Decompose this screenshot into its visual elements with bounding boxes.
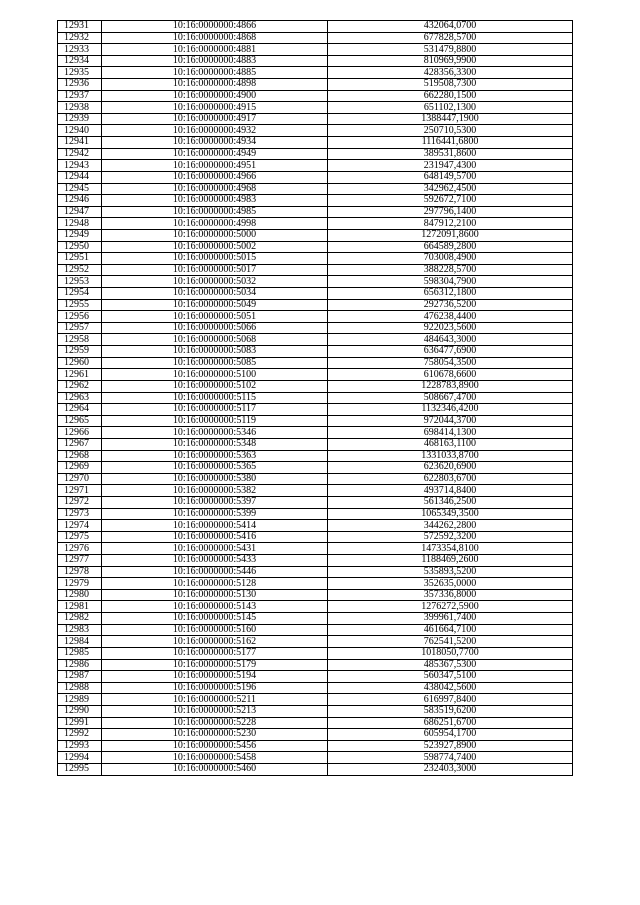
cadastral-number-cell: 10:16:0000000:5130: [102, 589, 328, 601]
table-row: [58, 148, 573, 160]
row-number-cell: 12973: [58, 508, 102, 520]
table-row: [58, 613, 573, 625]
table-row: [58, 218, 573, 230]
value-cell: 297796,1400: [328, 206, 573, 218]
row-number-cell: 12934: [58, 55, 102, 67]
table-row: [58, 392, 573, 404]
value-cell: 1018050,7700: [328, 647, 573, 659]
cadastral-number-cell: 10:16:0000000:5117: [102, 404, 328, 416]
cadastral-number-cell: 10:16:0000000:5363: [102, 450, 328, 462]
cadastral-number-cell: 10:16:0000000:5211: [102, 694, 328, 706]
value-cell: 508667,4700: [328, 392, 573, 404]
row-number-cell: 12976: [58, 543, 102, 555]
row-number-cell: 12936: [58, 79, 102, 91]
row-number-cell: 12971: [58, 485, 102, 497]
value-cell: 686251,6700: [328, 717, 573, 729]
value-cell: 847912,2100: [328, 218, 573, 230]
value-cell: 399961,7400: [328, 613, 573, 625]
row-number-cell: 12953: [58, 276, 102, 288]
table-row: [58, 427, 573, 439]
cadastral-number-cell: 10:16:0000000:4951: [102, 160, 328, 172]
value-cell: 1473354,8100: [328, 543, 573, 555]
table-row: [58, 346, 573, 358]
row-number-cell: 12979: [58, 578, 102, 590]
cadastral-number-cell: 10:16:0000000:5397: [102, 496, 328, 508]
value-cell: 598304,7900: [328, 276, 573, 288]
value-cell: 352635,0000: [328, 578, 573, 590]
table-row: [58, 508, 573, 520]
row-number-cell: 12951: [58, 253, 102, 265]
row-number-cell: 12978: [58, 566, 102, 578]
table-row: [58, 288, 573, 300]
row-number-cell: 12958: [58, 334, 102, 346]
table-row: [58, 357, 573, 369]
table-row: [58, 195, 573, 207]
cadastral-number-cell: 10:16:0000000:5051: [102, 311, 328, 323]
value-cell: 438042,5600: [328, 682, 573, 694]
table-row: [58, 705, 573, 717]
value-cell: 1116441,6800: [328, 137, 573, 149]
row-number-cell: 12967: [58, 438, 102, 450]
value-cell: 250710,5300: [328, 125, 573, 137]
table-row: [58, 171, 573, 183]
value-cell: 468163,1100: [328, 438, 573, 450]
row-number-cell: 12955: [58, 299, 102, 311]
cadastral-number-cell: 10:16:0000000:5414: [102, 520, 328, 532]
row-number-cell: 12939: [58, 113, 102, 125]
table-row: [58, 473, 573, 485]
table-row: [58, 90, 573, 102]
row-number-cell: 12944: [58, 171, 102, 183]
table-row: [58, 578, 573, 590]
table-row: [58, 67, 573, 79]
cadastral-number-cell: 10:16:0000000:4866: [102, 21, 328, 33]
row-number-cell: 12945: [58, 183, 102, 195]
value-cell: 636477,6900: [328, 346, 573, 358]
cadastral-number-cell: 10:16:0000000:5143: [102, 601, 328, 613]
cadastral-number-cell: 10:16:0000000:5433: [102, 555, 328, 567]
value-cell: 1276272,5900: [328, 601, 573, 613]
table-body: [58, 21, 573, 776]
row-number-cell: 12938: [58, 102, 102, 114]
value-cell: 432064,0700: [328, 21, 573, 33]
cadastral-number-cell: 10:16:0000000:5230: [102, 729, 328, 741]
table-row: [58, 462, 573, 474]
cadastral-number-cell: 10:16:0000000:5068: [102, 334, 328, 346]
cadastral-number-cell: 10:16:0000000:5446: [102, 566, 328, 578]
row-number-cell: 12990: [58, 705, 102, 717]
value-cell: 484643,3000: [328, 334, 573, 346]
cadastral-number-cell: 10:16:0000000:5431: [102, 543, 328, 555]
value-cell: 357336,8000: [328, 589, 573, 601]
row-number-cell: 12966: [58, 427, 102, 439]
row-number-cell: 12992: [58, 729, 102, 741]
cadastral-number-cell: 10:16:0000000:4985: [102, 206, 328, 218]
table-row: [58, 229, 573, 241]
value-cell: 1272091,8600: [328, 229, 573, 241]
cadastral-number-cell: 10:16:0000000:4898: [102, 79, 328, 91]
value-cell: 232403,3000: [328, 764, 573, 776]
cadastral-number-cell: 10:16:0000000:5145: [102, 613, 328, 625]
table-row: [58, 740, 573, 752]
cadastral-number-cell: 10:16:0000000:5460: [102, 764, 328, 776]
value-cell: 535893,5200: [328, 566, 573, 578]
value-cell: 810969,9900: [328, 55, 573, 67]
table-row: [58, 160, 573, 172]
cadastral-number-cell: 10:16:0000000:5002: [102, 241, 328, 253]
value-cell: 1188469,2600: [328, 555, 573, 567]
value-cell: 677828,5700: [328, 32, 573, 44]
table-row: [58, 276, 573, 288]
row-number-cell: 12972: [58, 496, 102, 508]
table-row: [58, 55, 573, 67]
table-row: [58, 322, 573, 334]
value-cell: 703008,4900: [328, 253, 573, 265]
row-number-cell: 12956: [58, 311, 102, 323]
cadastral-number-cell: 10:16:0000000:4885: [102, 67, 328, 79]
table-row: [58, 183, 573, 195]
table-row: [58, 125, 573, 137]
cadastral-number-cell: 10:16:0000000:5102: [102, 380, 328, 392]
cadastral-number-cell: 10:16:0000000:4983: [102, 195, 328, 207]
cadastral-number-cell: 10:16:0000000:5456: [102, 740, 328, 752]
row-number-cell: 12981: [58, 601, 102, 613]
row-number-cell: 12970: [58, 473, 102, 485]
row-number-cell: 12969: [58, 462, 102, 474]
value-cell: 389531,8600: [328, 148, 573, 160]
value-cell: 523927,8900: [328, 740, 573, 752]
cadastral-number-cell: 10:16:0000000:5399: [102, 508, 328, 520]
cadastral-number-cell: 10:16:0000000:4915: [102, 102, 328, 114]
table-row: [58, 253, 573, 265]
value-cell: 493714,8400: [328, 485, 573, 497]
cadastral-number-cell: 10:16:0000000:5365: [102, 462, 328, 474]
table-row: [58, 752, 573, 764]
table-row: [58, 450, 573, 462]
value-cell: 560347,5100: [328, 671, 573, 683]
cadastral-number-cell: 10:16:0000000:5000: [102, 229, 328, 241]
value-cell: 592672,7100: [328, 195, 573, 207]
value-cell: 1132346,4200: [328, 404, 573, 416]
cadastral-number-cell: 10:16:0000000:4900: [102, 90, 328, 102]
row-number-cell: 12950: [58, 241, 102, 253]
value-cell: 1331033,8700: [328, 450, 573, 462]
cadastral-number-cell: 10:16:0000000:5066: [102, 322, 328, 334]
table-row: [58, 415, 573, 427]
value-cell: 231947,4300: [328, 160, 573, 172]
value-cell: 461664,7100: [328, 624, 573, 636]
row-number-cell: 12991: [58, 717, 102, 729]
table-row: [58, 264, 573, 276]
value-cell: 428356,3300: [328, 67, 573, 79]
cadastral-number-cell: 10:16:0000000:5034: [102, 288, 328, 300]
table-row: [58, 636, 573, 648]
row-number-cell: 12986: [58, 659, 102, 671]
table-row: [58, 438, 573, 450]
row-number-cell: 12957: [58, 322, 102, 334]
row-number-cell: 12937: [58, 90, 102, 102]
cadastral-number-cell: 10:16:0000000:5115: [102, 392, 328, 404]
row-number-cell: 12995: [58, 764, 102, 776]
table-row: [58, 671, 573, 683]
value-cell: 972044,3700: [328, 415, 573, 427]
value-cell: 664589,2800: [328, 241, 573, 253]
cadastral-number-cell: 10:16:0000000:5017: [102, 264, 328, 276]
value-cell: 1065349,3500: [328, 508, 573, 520]
row-number-cell: 12963: [58, 392, 102, 404]
cadastral-number-cell: 10:16:0000000:4949: [102, 148, 328, 160]
cadastral-number-cell: 10:16:0000000:5032: [102, 276, 328, 288]
table-row: [58, 311, 573, 323]
row-number-cell: 12977: [58, 555, 102, 567]
row-number-cell: 12935: [58, 67, 102, 79]
row-number-cell: 12987: [58, 671, 102, 683]
row-number-cell: 12959: [58, 346, 102, 358]
table-row: [58, 717, 573, 729]
table-row: [58, 21, 573, 33]
value-cell: 758054,3500: [328, 357, 573, 369]
value-cell: 519508,7300: [328, 79, 573, 91]
table-row: [58, 729, 573, 741]
row-number-cell: 12993: [58, 740, 102, 752]
cadastral-number-cell: 10:16:0000000:4966: [102, 171, 328, 183]
row-number-cell: 12960: [58, 357, 102, 369]
cadastral-number-cell: 10:16:0000000:5015: [102, 253, 328, 265]
table-row: [58, 647, 573, 659]
row-number-cell: 12942: [58, 148, 102, 160]
cadastral-number-cell: 10:16:0000000:5416: [102, 531, 328, 543]
cadastral-number-cell: 10:16:0000000:4868: [102, 32, 328, 44]
value-cell: 648149,5700: [328, 171, 573, 183]
cadastral-number-cell: 10:16:0000000:5458: [102, 752, 328, 764]
cadastral-number-cell: 10:16:0000000:5382: [102, 485, 328, 497]
cadastral-number-cell: 10:16:0000000:5196: [102, 682, 328, 694]
value-cell: 762541,5200: [328, 636, 573, 648]
value-cell: 622803,6700: [328, 473, 573, 485]
row-number-cell: 12983: [58, 624, 102, 636]
row-number-cell: 12975: [58, 531, 102, 543]
cadastral-number-cell: 10:16:0000000:5160: [102, 624, 328, 636]
row-number-cell: 12985: [58, 647, 102, 659]
value-cell: 1388447,1900: [328, 113, 573, 125]
row-number-cell: 12968: [58, 450, 102, 462]
value-cell: 616997,8400: [328, 694, 573, 706]
row-number-cell: 12947: [58, 206, 102, 218]
cadastral-number-cell: 10:16:0000000:5346: [102, 427, 328, 439]
table-row: [58, 520, 573, 532]
cadastral-number-cell: 10:16:0000000:5128: [102, 578, 328, 590]
value-cell: 651102,1300: [328, 102, 573, 114]
cadastral-number-cell: 10:16:0000000:5085: [102, 357, 328, 369]
cadastral-number-cell: 10:16:0000000:4934: [102, 137, 328, 149]
cadastral-number-cell: 10:16:0000000:4917: [102, 113, 328, 125]
cadastral-table: [57, 20, 573, 776]
table-row: [58, 32, 573, 44]
cadastral-number-cell: 10:16:0000000:4932: [102, 125, 328, 137]
value-cell: 1228783,8900: [328, 380, 573, 392]
row-number-cell: 12933: [58, 44, 102, 56]
value-cell: 561346,2500: [328, 496, 573, 508]
table-row: [58, 380, 573, 392]
cadastral-number-cell: 10:16:0000000:5348: [102, 438, 328, 450]
row-number-cell: 12940: [58, 125, 102, 137]
row-number-cell: 12994: [58, 752, 102, 764]
table-row: [58, 555, 573, 567]
cadastral-number-cell: 10:16:0000000:5194: [102, 671, 328, 683]
table-row: [58, 764, 573, 776]
cadastral-number-cell: 10:16:0000000:4881: [102, 44, 328, 56]
table-row: [58, 113, 573, 125]
value-cell: 656312,1800: [328, 288, 573, 300]
value-cell: 572592,3200: [328, 531, 573, 543]
value-cell: 610678,6600: [328, 369, 573, 381]
value-cell: 605954,1700: [328, 729, 573, 741]
cadastral-number-cell: 10:16:0000000:4968: [102, 183, 328, 195]
table-row: [58, 299, 573, 311]
row-number-cell: 12932: [58, 32, 102, 44]
cadastral-number-cell: 10:16:0000000:5179: [102, 659, 328, 671]
value-cell: 531479,8800: [328, 44, 573, 56]
value-cell: 388228,5700: [328, 264, 573, 276]
row-number-cell: 12943: [58, 160, 102, 172]
table-row: [58, 531, 573, 543]
row-number-cell: 12974: [58, 520, 102, 532]
table-row: [58, 589, 573, 601]
row-number-cell: 12941: [58, 137, 102, 149]
cadastral-number-cell: 10:16:0000000:5213: [102, 705, 328, 717]
value-cell: 922023,5600: [328, 322, 573, 334]
table-row: [58, 624, 573, 636]
row-number-cell: 12980: [58, 589, 102, 601]
table-row: [58, 694, 573, 706]
cadastral-number-cell: 10:16:0000000:5083: [102, 346, 328, 358]
table-row: [58, 369, 573, 381]
cadastral-number-cell: 10:16:0000000:5100: [102, 369, 328, 381]
cadastral-number-cell: 10:16:0000000:5049: [102, 299, 328, 311]
table-row: [58, 404, 573, 416]
row-number-cell: 12949: [58, 229, 102, 241]
row-number-cell: 12989: [58, 694, 102, 706]
value-cell: 662280,1500: [328, 90, 573, 102]
value-cell: 292736,5200: [328, 299, 573, 311]
cadastral-number-cell: 10:16:0000000:4883: [102, 55, 328, 67]
table-row: [58, 102, 573, 114]
value-cell: 698414,1300: [328, 427, 573, 439]
row-number-cell: 12984: [58, 636, 102, 648]
row-number-cell: 12954: [58, 288, 102, 300]
row-number-cell: 12948: [58, 218, 102, 230]
value-cell: 476238,4400: [328, 311, 573, 323]
table-row: [58, 682, 573, 694]
cadastral-number-cell: 10:16:0000000:5380: [102, 473, 328, 485]
cadastral-number-cell: 10:16:0000000:5228: [102, 717, 328, 729]
row-number-cell: 12952: [58, 264, 102, 276]
value-cell: 344262,2800: [328, 520, 573, 532]
row-number-cell: 12931: [58, 21, 102, 33]
value-cell: 583519,6200: [328, 705, 573, 717]
table-row: [58, 334, 573, 346]
table-row: [58, 543, 573, 555]
table-row: [58, 79, 573, 91]
table-row: [58, 566, 573, 578]
table-row: [58, 659, 573, 671]
cadastral-number-cell: 10:16:0000000:5162: [102, 636, 328, 648]
table-row: [58, 137, 573, 149]
cadastral-number-cell: 10:16:0000000:4998: [102, 218, 328, 230]
table-row: [58, 241, 573, 253]
value-cell: 598774,7400: [328, 752, 573, 764]
row-number-cell: 12988: [58, 682, 102, 694]
table-row: [58, 485, 573, 497]
table-row: [58, 601, 573, 613]
table-row: [58, 206, 573, 218]
value-cell: 342962,4500: [328, 183, 573, 195]
row-number-cell: 12965: [58, 415, 102, 427]
row-number-cell: 12982: [58, 613, 102, 625]
table-row: [58, 44, 573, 56]
row-number-cell: 12964: [58, 404, 102, 416]
value-cell: 623620,6900: [328, 462, 573, 474]
row-number-cell: 12946: [58, 195, 102, 207]
cadastral-number-cell: 10:16:0000000:5177: [102, 647, 328, 659]
value-cell: 485367,5300: [328, 659, 573, 671]
row-number-cell: 12962: [58, 380, 102, 392]
row-number-cell: 12961: [58, 369, 102, 381]
table-row: [58, 496, 573, 508]
cadastral-number-cell: 10:16:0000000:5119: [102, 415, 328, 427]
